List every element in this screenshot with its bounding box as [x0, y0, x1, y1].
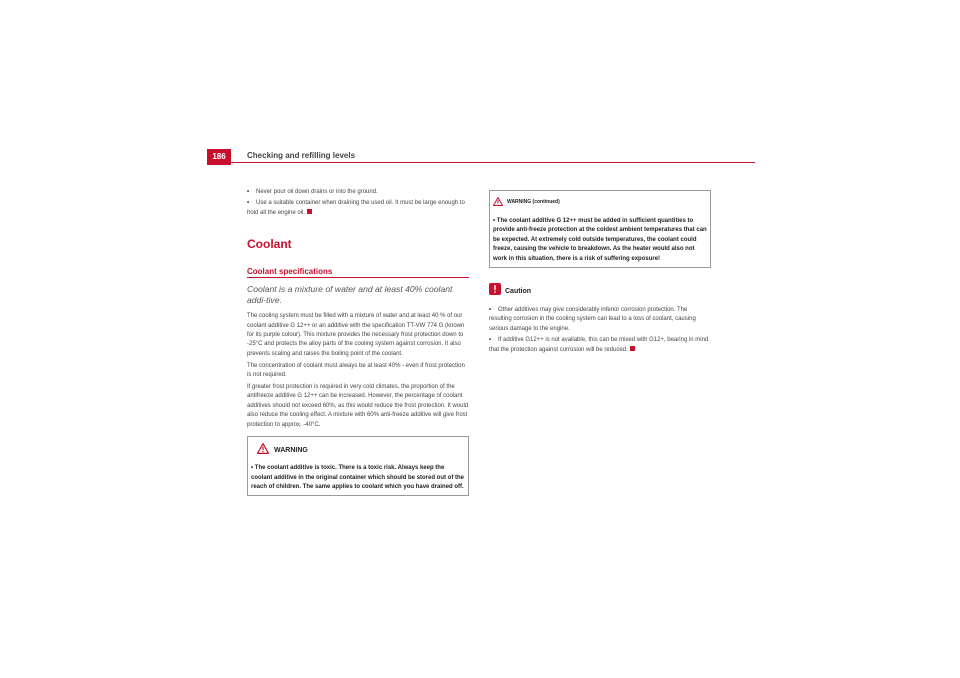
bullet-item: • Never pour oil down drains or into the ground.: [247, 188, 469, 197]
warning-text: • The coolant additive is toxic. There is a toxic risk. Always keep the coolant additive in the original container which should be stored out of the reach of children. The same applies to coolant which you have drained off.: [251, 465, 465, 490]
body-paragraph: The cooling system must be filled with a mixture of water and at least 40 % of our coolant additive G 12++ or an additive with the specification TT-VW 774 G (known for its purple colour). This mixture provides the necessary frost protection down to -25°C and protects the alloy parts of the cooling system against corrosion. It also prevents scaling and raises the boiling point of the coolant.: [247, 313, 465, 357]
bullet-icon: •: [493, 218, 497, 224]
end-of-section-icon: [307, 209, 312, 214]
end-of-section-icon: [630, 346, 635, 351]
warning-triangle-icon: [493, 193, 503, 211]
left-column: [247, 188, 469, 496]
body-paragraph: The concentration of coolant must always be at least 40% - even if frost protection is not required.: [247, 362, 465, 379]
subsection-title: Coolant specifications: [247, 267, 333, 277]
warning-header: [257, 441, 465, 459]
page-number: 186: [207, 149, 231, 165]
warning-continued-box: [489, 190, 711, 268]
warning-continued-title: WARNING (continued): [507, 199, 560, 205]
caution-bullet: • If additive G12++ is not available, this can be mixed with G12+, bearing in mind that the protection against corrosion will be reduced.: [489, 337, 709, 353]
warning-box: [247, 436, 469, 496]
bullet-icon: •: [489, 337, 492, 344]
bullet-icon: •: [247, 200, 250, 207]
bullet-icon: •: [489, 307, 492, 314]
caution-bullet: • Other additives may give considerably inferior corrosion protection. The resulting corrosion in the cooling system can lead to a loss of coolant, causing serious damage to the engine.: [489, 307, 696, 332]
warning-continued-text: • The coolant additive G 12++ must be added in sufficient quantities to provide anti-freeze protection at the coldest ambient temperatures that can be expected. At extremely cold outside temperatures, the coolant could freeze, causing the vehicle to breakdown. As the heater would also not work in this situation, there is a risk of suffering exposure!: [493, 218, 707, 262]
intro-text: Coolant is a mixture of water and at least 40% coolant addi-tive.: [247, 284, 453, 306]
subsection-divider: [247, 277, 469, 278]
warning-title: WARNING: [274, 446, 308, 454]
page-header-title: Checking and refilling levels: [247, 151, 356, 160]
header-divider: [207, 162, 755, 163]
section-title: Coolant: [247, 237, 292, 252]
caution-title: Caution: [505, 287, 532, 295]
warning-continued-header: [493, 193, 707, 211]
right-column: [489, 190, 711, 357]
warning-triangle-icon: [257, 441, 269, 459]
caution-icon: [489, 282, 501, 300]
body-paragraph: If greater frost protection is required in very cold climates, the proportion of the antifreeze additive G 12++ can be increased. However, the percentage of coolant additives should not exceed 60%, as this would reduce the frost protection. It would also reduce the cooling effect. A mixture with 60% anti-freeze additive will give frost protection to approx. -40°C.: [247, 384, 469, 428]
bullet-icon: •: [251, 465, 255, 472]
bullet-item: • Use a suitable container when draining the used oil. It must be large enough to hold all the engine oil.: [247, 200, 465, 216]
bullet-icon: •: [247, 189, 250, 195]
caution-header: [489, 282, 711, 300]
